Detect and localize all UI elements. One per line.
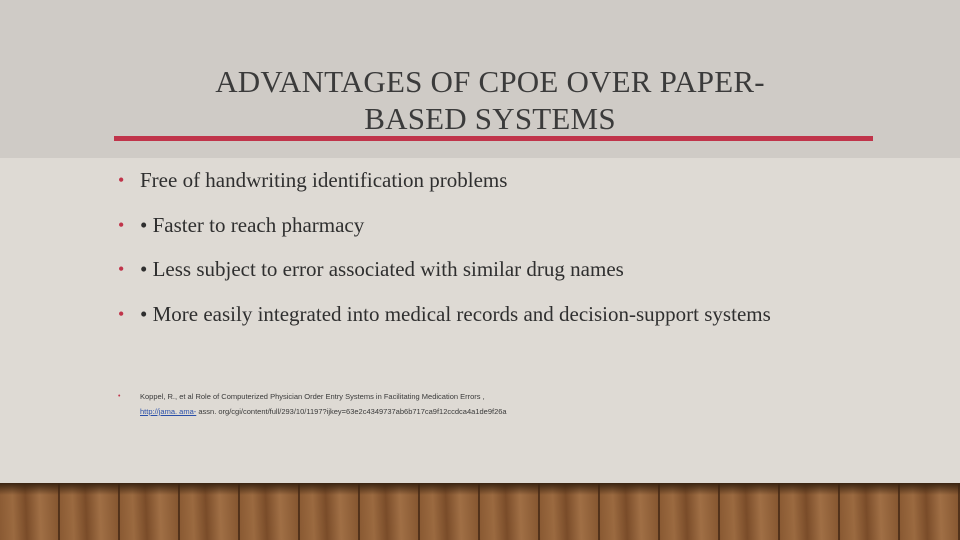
reference-url-rest: assn. org/cgi/content/full/293/10/1197?ijkey=63e2c4349737ab6b717ca9f12ccdca4a1de9f26a [198, 407, 507, 416]
slide-title [160, 63, 820, 137]
bullet-marker: • [118, 170, 125, 190]
floor-shadow [0, 483, 960, 495]
bullet-marker: • [118, 303, 125, 324]
bullet-text: • Less subject to error associated with similar drug names [140, 257, 624, 282]
bullet-marker: • [118, 259, 125, 280]
reference-citation [118, 389, 918, 419]
bullet-item [118, 211, 918, 256]
bullet-item [118, 166, 918, 211]
slide-title-line-2: BASED SYSTEMS [364, 101, 616, 136]
slide-title-line-1: ADVANTAGES OF CPOE OVER PAPER- [215, 64, 765, 99]
bullet-text: • Faster to reach pharmacy [140, 212, 365, 237]
reference-bullet-marker: • [118, 393, 121, 400]
reference-line-2 [140, 404, 918, 419]
bullet-list [118, 166, 918, 344]
bullet-item [118, 300, 918, 345]
bullet-item [118, 255, 918, 300]
reference-link[interactable]: http://jama. ama- [140, 407, 197, 416]
bullet-text: • More easily integrated into medical records and decision-support systems [140, 301, 771, 326]
bullet-text: Free of handwriting identification problems [140, 168, 508, 192]
reference-line-1: Koppel, R., et al Role of Computerized Physician Order Entry Systems in Facilitating Medication Errors , [140, 392, 485, 401]
title-underline [114, 136, 873, 141]
bullet-marker: • [118, 214, 125, 235]
